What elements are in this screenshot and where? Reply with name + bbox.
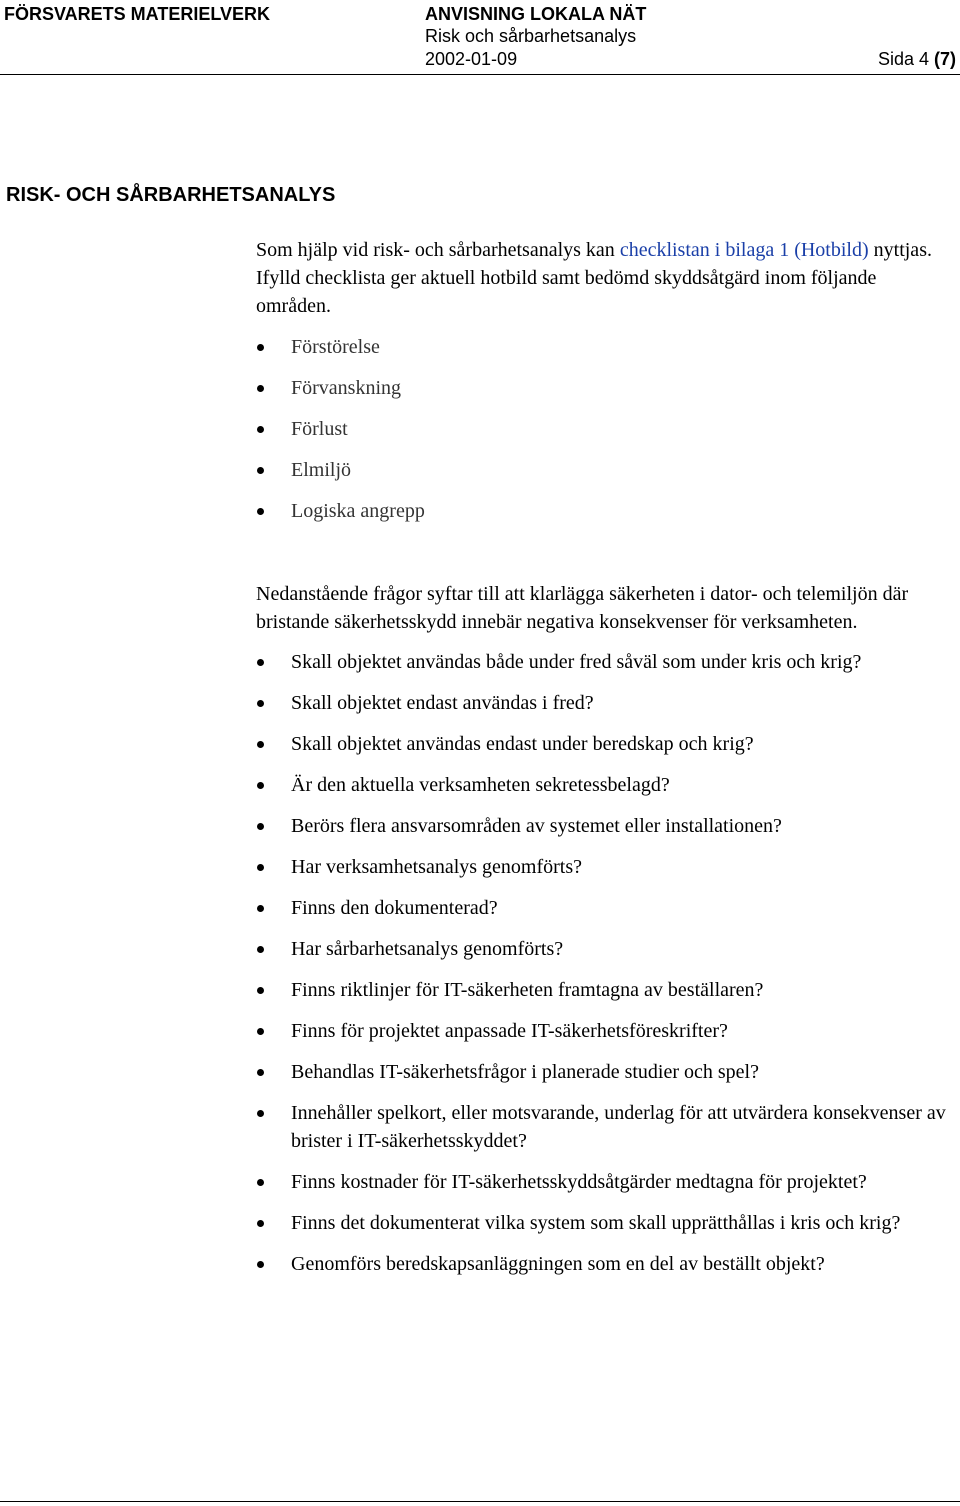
question-item [256,1250,946,1278]
question-item [256,853,946,881]
question-item [256,771,946,799]
list-item [256,456,946,484]
area-list [256,333,946,525]
question-item [256,935,946,963]
bullet-icon [257,905,264,912]
bullet-icon [257,1069,264,1076]
question-item [256,812,946,840]
checklist-link[interactable]: checklistan i bilaga 1 (Hotbild) [619,239,869,261]
bullet-icon [257,823,264,830]
question-item [256,894,946,922]
question-text: Skall objektet användas endast under beredskap och krig? [291,733,754,755]
list-item-text: Elmiljö [291,459,351,481]
list-item-text: Förlust [291,418,348,440]
footer-divider [0,1501,960,1502]
bullet-icon [257,426,264,433]
intro-text-before: Som hjälp vid risk- och sårbarhetsanalys kan [256,239,620,261]
intro-paragraph [256,236,946,320]
bullet-icon [257,344,264,351]
page-label: Sida 4 [877,49,929,69]
header-divider [0,74,960,75]
question-text: Har verksamhetsanalys genomförts? [291,856,583,878]
question-item [256,648,946,676]
bullet-icon [257,1220,264,1227]
bullet-icon [257,1110,264,1117]
page-header [0,0,960,76]
bullet-icon [257,508,264,515]
page-total: (7) [934,49,956,69]
question-text: Har sårbarhetsanalys genomförts? [291,938,564,960]
question-item [256,1099,946,1155]
bullet-icon [257,700,264,707]
bullet-icon [257,987,264,994]
question-list [256,648,946,1278]
bullet-icon [257,1261,264,1268]
list-item [256,497,946,525]
section-title: RISK- OCH SÅRBARHETSANALYS [6,184,336,206]
list-item-text: Logiska angrepp [291,500,425,522]
bullet-icon [257,741,264,748]
question-text: Finns den dokumenterad? [291,897,498,919]
question-text: Finns för projektet anpassade IT-säkerhetsföreskrifter? [291,1020,728,1042]
question-text: Innehåller spelkort, eller motsvarande, underlag för att utvärdera konsekvenser av brister i IT-säkerhetsskyddet? [291,1102,946,1152]
page-number [878,49,956,70]
questions-intro-paragraph: Nedanstående frågor syftar till att klarlägga säkerheten i dator- och telemiljön där bristande säkerhetsskydd innebär negativa konsekvenser för verksamheten. [256,583,909,633]
bullet-icon [257,946,264,953]
document-type: ANVISNING LOKALA NÄT [425,4,647,24]
question-item [256,1168,946,1196]
question-text: Skall objektet användas både under fred såväl som under kris och krig? [291,651,862,673]
question-text: Finns kostnader för IT-säkerhetsskyddsåtgärder medtagna för projektet? [291,1171,867,1193]
question-item [256,1058,946,1086]
bullet-icon [257,1179,264,1186]
bullet-icon [257,385,264,392]
intro-text-after: nyttjas. Ifylld checklista ger aktuell hotbild samt bedömd skyddsåtgärd inom följande områden. [256,239,932,317]
question-item [256,689,946,717]
question-text: Genomförs beredskapsanläggningen som en del av beställt objekt? [291,1253,825,1275]
question-text: Behandlas IT-säkerhetsfrågor i planerade studier och spel? [291,1061,759,1083]
question-item [256,730,946,758]
question-text: Skall objektet endast användas i fred? [291,692,594,714]
document-date: 2002-01-09 [425,49,518,69]
question-item [256,976,946,1004]
question-text: Berörs flera ansvarsområden av systemet eller installationen? [291,815,782,837]
question-text: Finns det dokumenterat vilka system som skall upprätthållas i kris och krig? [291,1212,901,1234]
question-item [256,1209,946,1237]
question-item [256,1017,946,1045]
list-item-text: Förvanskning [291,377,401,399]
organization-name: FÖRSVARETS MATERIELVERK [4,4,271,24]
list-item [256,333,946,361]
bullet-icon [257,782,264,789]
document-subtitle: Risk och sårbarhetsanalys [425,26,637,46]
bullet-icon [257,659,264,666]
list-item [256,415,946,443]
bullet-icon [257,467,264,474]
question-text: Finns riktlinjer för IT-säkerheten framtagna av beställaren? [291,979,764,1001]
document-body [256,236,946,1291]
list-item-text: Förstörelse [291,336,380,358]
list-item [256,374,946,402]
question-text: Är den aktuella verksamheten sekretessbelagd? [291,774,670,796]
bullet-icon [257,1028,264,1035]
bullet-icon [257,864,264,871]
